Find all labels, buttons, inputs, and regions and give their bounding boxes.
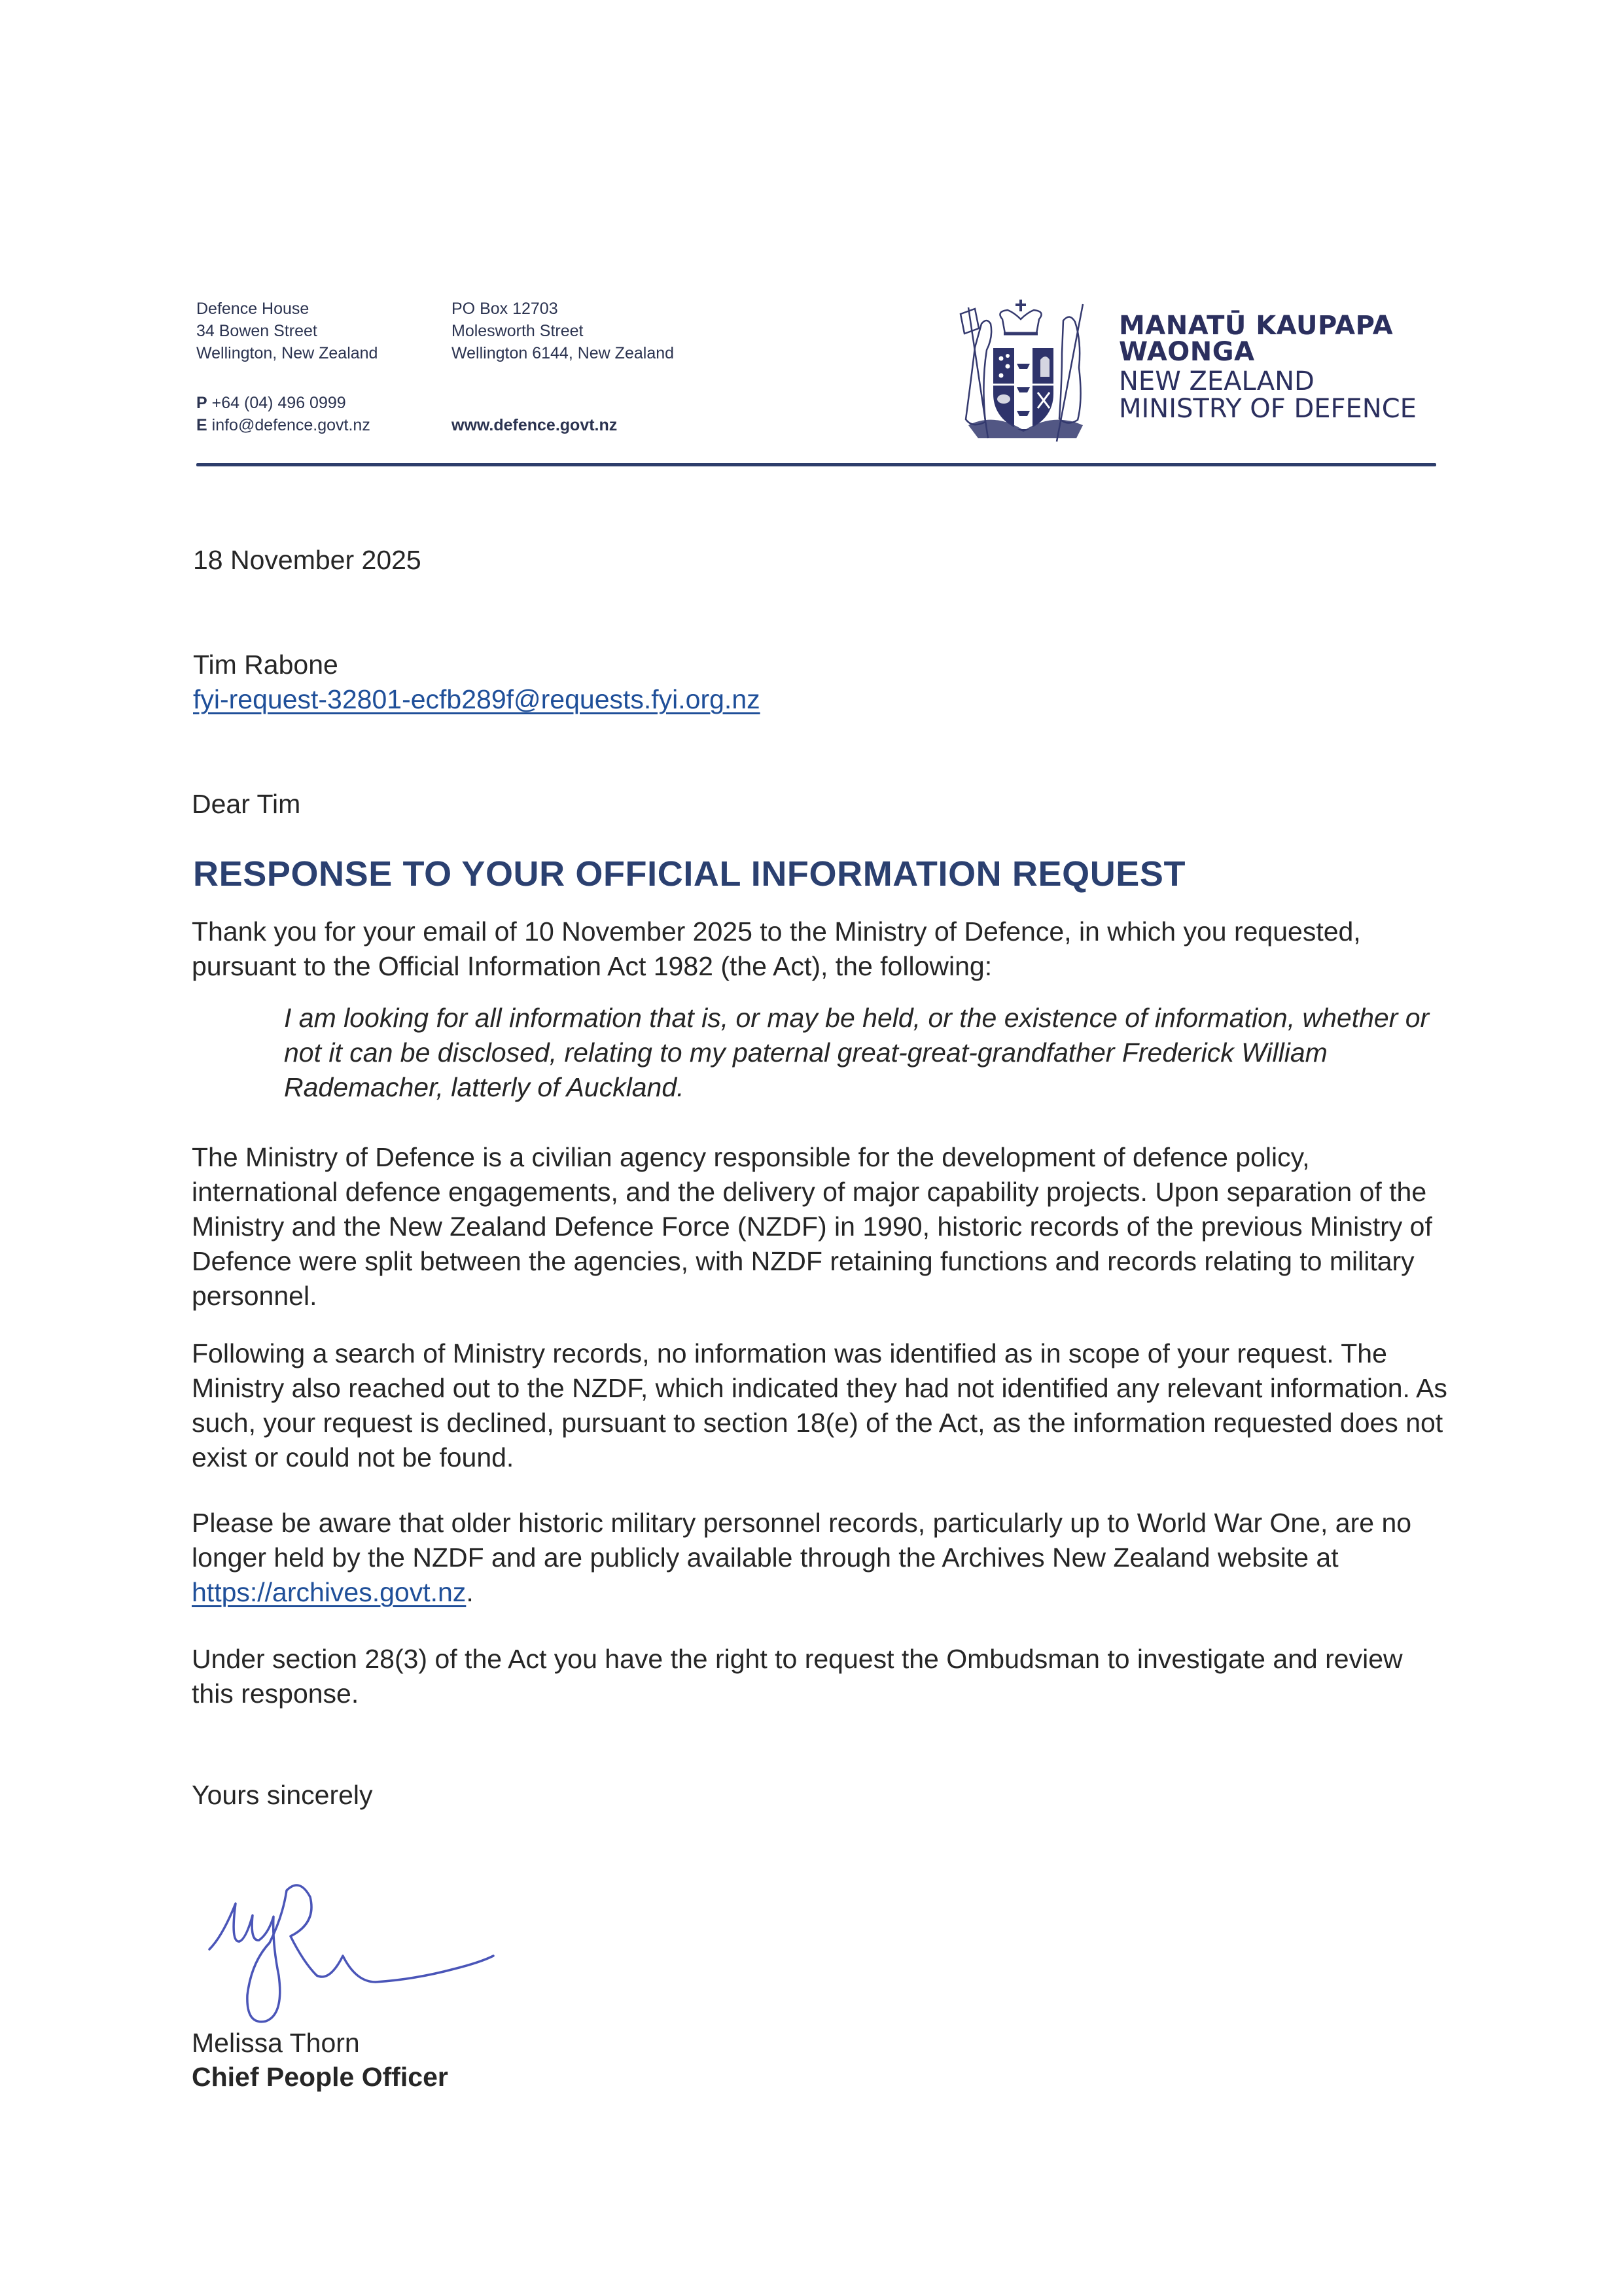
address-line: Wellington 6144, New Zealand (451, 344, 675, 362)
address-line: 34 Bowen Street (196, 322, 317, 340)
address-line: Defence House (196, 300, 309, 318)
header-divider (196, 463, 1436, 466)
website-link[interactable]: www.defence.govt.nz (451, 416, 618, 434)
address-block-street (196, 298, 378, 436)
logo-english-line1: NEW ZEALAND (1119, 366, 1315, 396)
letter-date: 18 November 2025 (193, 545, 421, 575)
signatory-name: Melissa Thorn (192, 2028, 360, 2058)
address-line: Molesworth Street (451, 322, 584, 340)
coat-of-arms-icon (942, 288, 1106, 445)
email-label: E (196, 416, 207, 434)
paragraph-intro: Thank you for your email of 10 November 2025 to the Ministry of Defence, in which you requested, pursuant to the Official Information Act 1982 (the Act), the following: (192, 916, 1361, 981)
archives-period: . (466, 1577, 474, 1607)
logo-maori-line2: WAONGA (1119, 337, 1255, 367)
paragraph-decision: Following a search of Ministry records, no information was identified as in scope of your request. The Ministry also reached out to the NZDF, which indicated they had not identified any relevant information. As such, your request is declined, pursuant to section 18(e) of the Act, as the information requested does not exist or could not be found. (192, 1338, 1447, 1472)
recipient-name: Tim Rabone (193, 650, 338, 680)
logo-wordmark (1119, 313, 1417, 423)
request-quote: I am looking for all information that is, or may be held, or the existence of information, whether or not it can be disclosed, relating to my paternal great-great-grandfather Frederick William Rademacher, latterly of Auckland. (284, 1003, 1430, 1102)
email-line (196, 414, 378, 436)
recipient-block (193, 648, 760, 717)
phone-number: +64 (04) 496 0999 (211, 394, 346, 412)
address-line: Wellington, New Zealand (196, 344, 378, 362)
greeting: Dear Tim (192, 789, 301, 819)
address-line: PO Box 12703 (451, 300, 558, 318)
recipient-email-link[interactable]: fyi-request-32801-ecfb289f@requests.fyi.org.nz (193, 684, 760, 714)
archives-text: Please be aware that older historic military personnel records, particularly up to World War One, are no longer held by the NZDF and are publicly available through the Archives New Zealand website at (192, 1508, 1412, 1573)
logo-maori-line1: MANATŪ KAUPAPA (1119, 311, 1394, 341)
handwritten-signature-icon (196, 1864, 537, 2034)
phone-line (196, 392, 378, 414)
letter-heading: RESPONSE TO YOUR OFFICIAL INFORMATION REQUEST (193, 854, 1186, 894)
signatory-title: Chief People Officer (192, 2062, 448, 2092)
paragraph-ministry-background: The Ministry of Defence is a civilian agency responsible for the development of defence policy, international defence engagements, and the delivery of major capability projects. Upon separation of the Ministry and the New Zealand Defence Force (NZDF) in 1990, historic records of the previous Ministry of Defence were split between the agencies, with NZDF retaining functions and records relating to military personnel. (192, 1142, 1432, 1311)
phone-label: P (196, 394, 207, 412)
logo-english-line2: MINISTRY OF DEFENCE (1119, 394, 1417, 424)
address-block-postal (451, 298, 674, 436)
closing: Yours sincerely (192, 1780, 373, 1810)
ministry-logo (942, 288, 1446, 445)
archives-link[interactable]: https://archives.govt.nz (192, 1577, 467, 1607)
contact-email-link[interactable]: info@defence.govt.nz (211, 416, 370, 434)
paragraph-archives (192, 1506, 1448, 1610)
paragraph-ombudsman: Under section 28(3) of the Act you have the right to request the Ombudsman to investigate and review this response. (192, 1644, 1403, 1709)
